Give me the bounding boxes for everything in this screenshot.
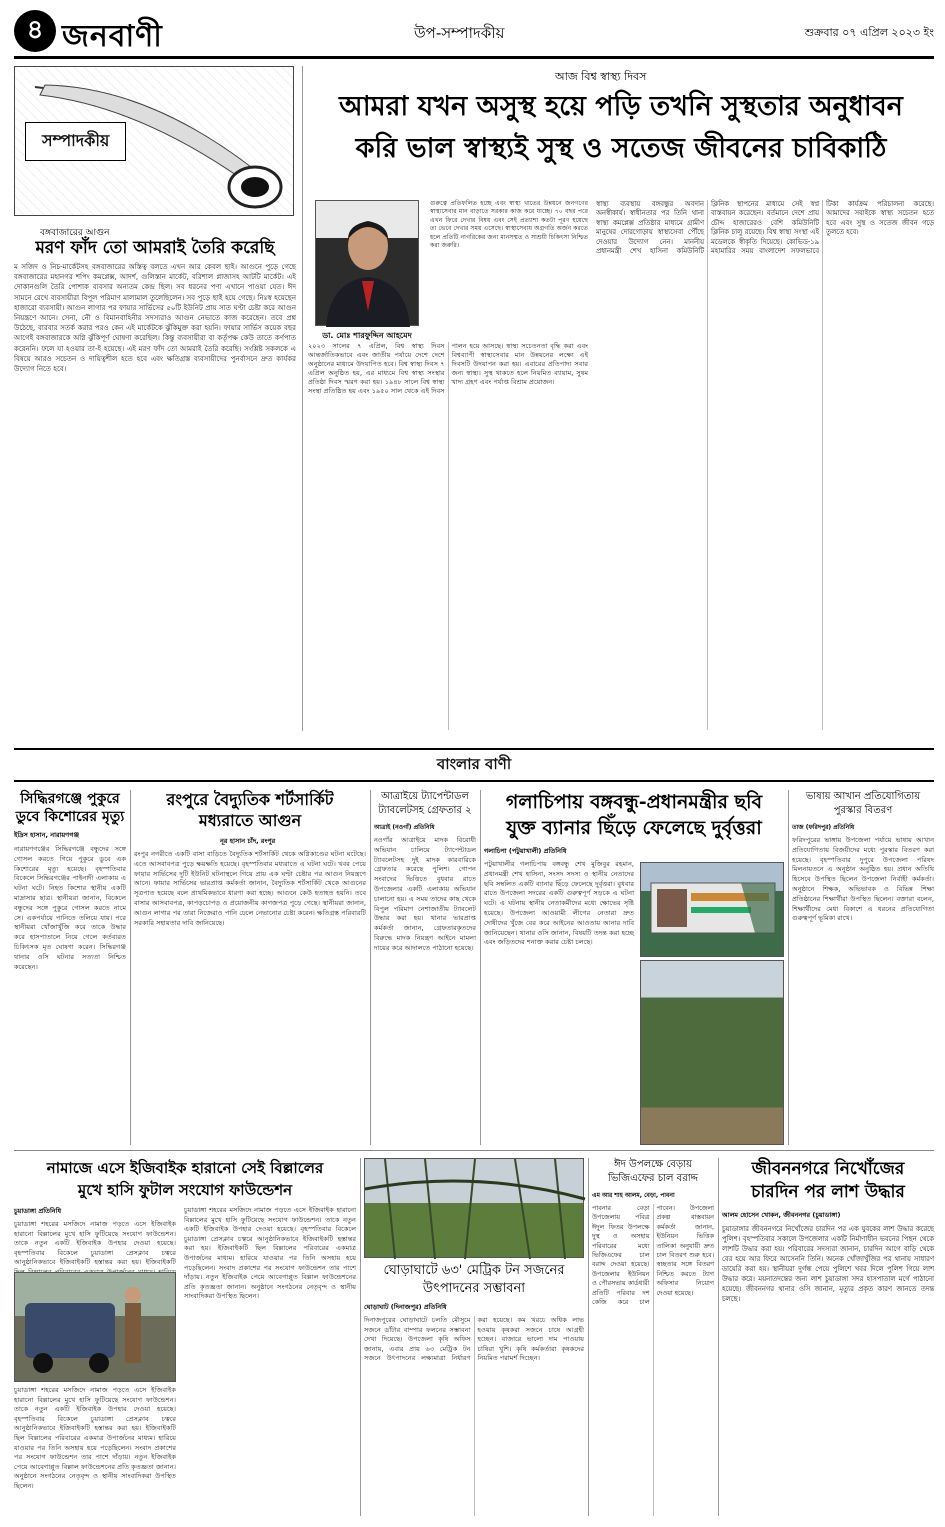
news9-body: চুয়াডাঙ্গার জীবননগরে নিখোঁজের চারদিন পর এক যুবকের লাশ উদ্ধার করেছে পুলিশ। বৃহস্পতিবার সকালে উপজেলার একটি নির্মাণাধীন ভবনের পিছন থেকে লাশটি উদ্ধার করা হয়। পরিবারের সদস্যরা জানান, চারদিন আগে বাড়ি থেকে বের হয়ে আর ফিরে আসেননি তিনি। অনেক খোঁজাখুঁজির পর থানায় সাধারণ ডায়েরি করা হয়। স্থানীয়রা দুর্গন্ধ পেয়ে পুলিশে খবর দিলে পুলিশ গিয়ে লাশ উদ্ধার করে। ময়নাতদন্তের জন্য লাশ চুয়াডাঙ্গা সদর হাসপাতাল মর্গে পাঠানো হয়েছে। জীবননগর থানার ওসি জানান, মৃত্যুর প্রকৃত কারণ জানতে তদন্ত চলছে। — [722, 1225, 934, 1303]
news2-byline: নূর হাসান চাঁদ, রংপুর — [220, 837, 276, 845]
row-rule — [14, 1150, 934, 1151]
news6-body-bottom: চুয়াডাঙ্গা শহরের মসজিদে নামাজ পড়তে এসে ইজিবাইক হারানো বিল্লালের মুখে হাসি ফুটিয়েছে সংযোগ ফাউন্ডেশন। তাকে নতুন একটি ইজিবাইক উপহার দেওয়া হয়েছে। বৃহস্পতিবার বিকেলে চুয়াডাঙ্গা প্রেসক্লাব চত্বরে আনুষ্ঠানিকভাবে ইজিবাইকটি হস্তান্তর করা হয়। ইজিবাইকটি ছিল বিল্লালের পরিবারের একমাত্র উপার্জনের মাধ্যম। হারিয়ে যাওয়ার পর তিনি অসহায় হয়ে পড়েছিলেন। সংবাদ প্রকাশের পর সংযোগ ফাউন্ডেশন তার পাশে দাঁড়ায়। নতুন ইজিবাইক পেয়ে আবেগাপ্লুত বিল্লাল ফাউন্ডেশনের প্রতি কৃতজ্ঞতা জানান। অনুষ্ঠানে সংগঠনের নেতৃবৃন্দ ও স্থানীয় সাংবাদিকরা উপস্থিত ছিলেন। — [14, 1386, 176, 1490]
news5-title-line1: ভাষায় আখান প্রতিযোগিতায় — [805, 791, 921, 802]
news8-byline: এম আর শাহ আলম, বেড়া, পাবনা — [592, 1192, 675, 1199]
news9-title-line1: জীবননগরে নিখোঁজের — [751, 1159, 905, 1179]
section-title: উপ-সম্পাদকীয় — [414, 24, 505, 42]
news6-body-right: চুয়াডাঙ্গা শহরের মসজিদে নামাজ পড়তে এসে ইজিবাইক হারানো বিল্লালের মুখে হাসি ফুটিয়েছে সংযোগ ফাউন্ডেশন। তাকে নতুন একটি ইজিবাইক উপহার দেওয়া হয়েছে। বৃহস্পতিবার বিকেলে চুয়াডাঙ্গা প্রেসক্লাব চত্বরে আনুষ্ঠানিকভাবে ইজিবাইকটি হস্তান্তর করা হয়। ইজিবাইকটি ছিল বিল্লালের পরিবারের একমাত্র উপার্জনের মাধ্যম। হারিয়ে যাওয়ার পর তিনি অসহায় হয়ে পড়েছিলেন। সংবাদ প্রকাশের পর সংযোগ ফাউন্ডেশন তার পাশে দাঁড়ায়। নতুন ইজিবাইক পেয়ে আবেগাপ্লুত বিল্লাল ফাউন্ডেশনের প্রতি কৃতজ্ঞতা জানান। অনুষ্ঠানে সংগঠনের নেতৃবৃন্দ ও স্থানীয় সাংবাদিকরা উপস্থিত ছিলেন। — [184, 1206, 356, 1301]
header-rule — [14, 56, 934, 59]
news2-title-line2: মধ্যরাতে আগুন — [198, 811, 302, 830]
editorial-illustration — [14, 66, 294, 216]
column-divider — [302, 66, 303, 731]
author-photo — [315, 200, 419, 326]
ezbike-photo-icon — [15, 1273, 177, 1383]
news1-byline: ইদ্রিস হাসান, নারায়ণগঞ্জ — [14, 831, 80, 839]
news6-byline: চুয়াডাঙ্গা প্রতিনিধি — [14, 1207, 62, 1215]
column-divider — [718, 1158, 719, 1516]
news5-byline: তাজ (ফরিদপুর) প্রতিনিধি — [792, 824, 855, 831]
feature-body-left: ২০২৩ সালের ৭ এপ্রিল, বিশ্ব স্বাস্থ্য দিবস আন্তর্জাতিকভাবে এবং জাতীয় পর্যায়ে দেশে দেশে অনুষ্ঠানের মাধ্যমে উদযাপিত হবে। বিশ্ব স্বাস্থ্য দিবস ৭ এপ্রিল অনুষ্ঠিত হয়, এর মাধ্যমে বিশ্ব স্বাস্থ্য সংস্থার প্রতিষ্ঠা দিবস স্মরণ করা হয়। ১৯৪৮ সালে বিশ্ব স্বাস্থ্য সংস্থা প্রতিষ্ঠিত হয় এবং ১৯৫০ সাল থেকে এই দিবস পালন হয়ে আসছে। স্বাস্থ্য সচেতনতা বৃদ্ধি করা এবং বিশ্বব্যাপী স্বাস্থ্যসেবার মান উন্নয়নের লক্ষ্যে এই দিবসটি উদযাপন করা হয়। এবারের প্রতিপাদ্য সবার জন্য স্বাস্থ্য। সুস্থ থাকতে হলে নিয়মিত ব্যায়াম, সুষম খাদ্য গ্রহণ এবং পর্যাপ্ত বিশ্রাম প্রয়োজন। — [308, 342, 588, 395]
banner-rule-bottom — [14, 780, 934, 782]
feature-body-top: গুরুত্বে প্রতিফলিত হচ্ছে এবং স্বাস্থ্য খাতের উন্নয়নে জনগণের স্বাস্থ্যসেবার মান বাড়াতে সরকার কাজ করে যাচ্ছে। ৭০ বছর পরে এখন ফিরে দেখার বিষয় এবং সেই প্রত্যাশা কতটা পূরণ হয়েছে তা ভেবে দেখার সময় এসেছে। স্বাস্থ্যসেবায় অগ্রগতি অর্জন করতে হলে প্রতিটি নাগরিকের জন্য মানসম্মত ও সাশ্রয়ী চিকিৎসা নিশ্চিত করা জরুরি। — [430, 200, 588, 250]
section-banner-label: বাংলার বাণী — [436, 754, 512, 773]
news4-title-line2: যুক্ত ব্যানার ছিঁড়ে ফেলেছে দুর্বৃত্তরা — [506, 817, 762, 839]
news9-byline: আলম হোসেন খোকন, জীবননগর (চুয়াডাঙ্গা) — [722, 1211, 841, 1219]
news1-title: সিদ্ধিরগঞ্জে পুকুরে ডুবে কিশোরের মৃত্যু — [15, 791, 125, 825]
news2-body: রংপুর নগরীতে একটি বাসা বাড়িতে বৈদ্যুতিক শর্টসার্কিট থেকে অগ্নিকাণ্ডের ঘটনা ঘটেছে। এতে আসবাবপত্র পুড়ে ক্ষয়ক্ষতি হয়েছে। বৃহস্পতিবার মধ্যরাতে এ ঘটনা ঘটে। খবর পেয়ে ফায়ার সার্ভিসের দুটি ইউনিট ঘটনাস্থলে গিয়ে প্রায় এক ঘণ্টা চেষ্টার পর আগুন নিয়ন্ত্রণে আনে। ফায়ার সার্ভিসের ভারপ্রাপ্ত কর্মকর্তা জানান, বৈদ্যুতিক শর্টসার্কিট থেকে আগুনের সূত্রপাত হয়েছে বলে প্রাথমিকভাবে ধারণা করা হচ্ছে। আগুনে কেউ হতাহত হয়নি। তবে বাসার আসবাবপত্র, কাপড়চোপড় ও প্রয়োজনীয় কাগজপত্র পুড়ে গেছে। স্থানীয়রা জানান, আগুন লাগার পর তারা নিজেরাও পানি ঢেলে নেভানোর চেষ্টা করেন। ক্ষতিগ্রস্ত পরিবারটি সরকারি সহায়তার দাবি জানিয়েছে। — [134, 850, 366, 927]
news4-byline: গলাচিপা (পটুয়াখালী) প্রতিনিধি — [484, 847, 567, 855]
editorial-kicker: বঙ্গবাজারের আগুন — [40, 228, 110, 238]
news5-title-line2: পুরস্কার বিতরণ — [833, 805, 893, 816]
news4-body: পটুয়াখালীর গলাচিপায় বঙ্গবন্ধু শেখ মুজিবুর রহমান, প্রধানমন্ত্রী শেখ হাসিনা, সংসদ সদস্য ও স্থানীয় নেতাদের ছবি সম্বলিত একটি ব্যানার ছিঁড়ে ফেলেছে দুর্বৃত্তরা। বুধবার রাতে উপজেলা সদরের একটি গুরুত্বপূর্ণ সড়কে এ ঘটনা ঘটে। এ ঘটনায় স্থানীয় নেতাকর্মীদের মধ্যে ক্ষোভের সৃষ্টি হয়েছে। উপজেলা আওয়ামী লীগের নেতারা দ্রুত দোষীদের খুঁজে বের করে আইনের আওতায় আনার দাবি জানিয়েছেন। থানার ওসি জানান, বিষয়টি তদন্ত করা হচ্ছে এবং জড়িতদের শনাক্ত করার চেষ্টা চলছে। — [484, 860, 634, 947]
news8-body: পাবনার বেড়া উপজেলায় পবিত্র ঈদুল ফিতর উপলক্ষে দুস্থ ও অসহায় পরিবারের মধ্যে ভিজিএফের চাল বরাদ্দ দেওয়া হয়েছে। উপজেলার ইউনিয়ন ও পৌরসভায় কার্ডধারী প্রতিটি পরিবার দশ কেজি করে চাল পাবেন। উপজেলা প্রকল্প বাস্তবায়ন কর্মকর্তা জানান, ইউনিয়ন ভিত্তিক তালিকা অনুযায়ী দ্রুত চাল বিতরণ শুরু হবে। স্বচ্ছতার সঙ্গে বিতরণ নিশ্চিত করতে ট্যাগ অফিসার নিয়োগ দেওয়া হয়েছে। — [592, 1204, 714, 1307]
masthead — [14, 10, 934, 60]
drumstick-tree-photo — [364, 1158, 584, 1258]
news9-title-line2: চারদিন পর লাশ উদ্ধার — [751, 1182, 905, 1202]
tree-banner-photo — [640, 960, 784, 1145]
editorial-title: মরণ ফাঁদ তো আমরাই তৈরি করেছি — [35, 238, 275, 258]
editorial-body: ম সজিদ ও নিচ-মার্কেটসহ বঙ্গবাজারের অস্তিত্ব বলতে এখন আর কেবল ছাই। আগুনে পুড়ে গেছে বঙ্গবাজারের মহানগর শপিং কমপ্লেক্স, আদর্শ, গুলিস্তান মার্কেট, বরিশাল প্লাজাসহ আটটি মার্কেট। এই দোকানগুলি তৈরি পোশাক ব্যবসার অন্যতম কেন্দ্র ছিল। সব ধরনের পণ্য এখানে পাওয়া যেত। ঈদ সামনে রেখে ব্যবসায়ীরা বিপুল পরিমাণ মালামাল তুলেছিলেন। সব পুড়ে ছাই হয়ে গেছে। নিঃস্ব হয়েছেন হাজারো ব্যবসায়ী। আগুন লাগার পর ফায়ার সার্ভিসের ৫০টি ইউনিট প্রায় সাত ঘণ্টা চেষ্টা করে আগুন নিয়ন্ত্রণে আনে। সেনা, নৌ ও বিমানবাহিনীর সদস্যরাও আগুন নেভাতে কাজ করেছেন। তবে প্রশ্ন উঠেছে, বারবার সতর্ক করার পরও কেন এই মার্কেটকে ঝুঁকিমুক্ত করা হয়নি। ফায়ার সার্ভিস কয়েক বছর আগেই বঙ্গবাজারকে অগ্নি ঝুঁকিপূর্ণ ঘোষণা করেছিল। কিন্তু ব্যবসায়ীরা বা কর্তৃপক্ষ কেউ তাতে কর্ণপাত করেননি। ফলে যা হওয়ার তা-ই হয়েছে। এই মরণ ফাঁদ তো আমরাই তৈরি করেছি। সংশ্লিষ্ট সকলকে এ বিষয়ে আরও সচেতন ও দায়িত্বশীল হতে হবে এবং ক্ষতিগ্রস্ত ব্যবসায়ীদের পুনর্বাসনে দ্রুত কার্যকর উদ্যোগ নিতে হবে। — [14, 263, 296, 374]
news8-title-line2: ভিজিএফের চাল বরাদ্দ — [607, 1173, 699, 1184]
banner-photo-icon — [641, 863, 785, 958]
news7-title-line2: উৎপাদনের সম্ভাবনা — [422, 1281, 526, 1296]
column-divider — [130, 790, 131, 1145]
column-divider — [370, 790, 371, 1145]
drumstick-photo-icon — [365, 1159, 585, 1259]
column-divider — [588, 1158, 589, 1516]
feature-body-right: স্বাস্থ্য ব্যবস্থায় বঙ্গবন্ধুর অবদান অনস্বীকার্য। স্বাধীনতার পর তিনি থানা স্বাস্থ্য কমপ্লেক্স প্রতিষ্ঠার মাধ্যমে গ্রামীণ মানুষের দোরগোড়ায় স্বাস্থ্যসেবা পৌঁছে দেওয়ার উদ্যোগ নেন। মাননীয় প্রধানমন্ত্রী শেখ হাসিনা কমিউনিটি ক্লিনিক স্থাপনের মাধ্যমে সেই স্বপ্ন বাস্তবায়ন করেছেন। বর্তমানে দেশে প্রায় চৌদ্দ হাজারেরও বেশি কমিউনিটি ক্লিনিক চালু রয়েছে। বিশ্ব স্বাস্থ্য সংস্থা এই মডেলকে স্বীকৃতি দিয়েছে। কোভিড-১৯ মহামারির সময় বাংলাদেশ সফলভাবে টিকা কার্যক্রম পরিচালনা করেছে। আমাদের সবাইকে স্বাস্থ্য সচেতন হতে হবে এবং সুস্থ ও সতেজ জীবন গড়ে তুলতে হবে। — [596, 200, 934, 256]
issue-date: শুক্রবার ০৭ এপ্রিল ২০২৩ ইং — [804, 26, 934, 39]
feature-title-line2: করি ভাল স্বাস্থ্যই সুস্থ ও সতেজ জীবনের চাবিকাঠি — [355, 133, 887, 164]
news2-title-line1: রংপুরে বৈদ্যুতিক শর্টসার্কিট — [166, 790, 334, 809]
page-number-badge — [14, 10, 56, 52]
torn-banner-photo — [640, 862, 784, 957]
news4-title-line1: গলাচিপায় বঙ্গবন্ধু-প্রধানমন্ত্রীর ছবি — [505, 791, 763, 813]
section-banner — [14, 752, 934, 778]
feature-kicker: আজ বিশ্ব স্বাস্থ্য দিবস — [555, 70, 647, 83]
ezbike-handover-photo — [14, 1272, 176, 1382]
news3-title-line1: আত্রাইয়ে ট্যাপেন্টাডল — [381, 791, 469, 802]
author-name: ডা. মোঃ শারফুদ্দিন আহমেদ — [322, 331, 412, 340]
news3-title-line2: ট্যাবলেটসহ গ্রেফতার ২ — [378, 805, 472, 816]
editorial-box-label: সম্পাদকীয় — [25, 122, 126, 161]
page-number: ৪ — [26, 15, 44, 45]
news6-title-line1: নামাজে এসে ইজিবাইক হারানো সেই বিল্লালের — [46, 1159, 324, 1177]
column-divider — [788, 790, 789, 1145]
news3-body: নওগাঁর আত্রাইয়ে মাদক বিরোধী অভিযান চালিয়ে ট্যাপেন্টাডল ট্যাবলেটসহ দুই মাদক কারবারিকে গ্রেফতার করেছে পুলিশ। গোপন সংবাদের ভিত্তিতে বুধবার রাতে উপজেলার একটি এলাকায় অভিযান চালানো হয়। এ সময় তাদের কাছ থেকে বিপুল পরিমাণ নেশাজাতীয় ট্যাবলেট উদ্ধার করা হয়। থানার ভারপ্রাপ্ত কর্মকর্তা জানান, গ্রেফতারকৃতদের বিরুদ্ধে মাদক নিয়ন্ত্রণ আইনে মামলা দায়ের করে আদালতে পাঠানো হয়েছে। — [374, 836, 476, 952]
news7-body: দিনাজপুরের ঘোড়াঘাটে চলতি মৌসুমে সজনে ডাঁটার বাম্পার ফলনের সম্ভাবনা দেখা দিয়েছে। উপজেলা কৃষি অফিস জানায়, এবার প্রায় ৬৩ মেট্রিক টন সজনে উৎপাদনের লক্ষ্যমাত্রা নির্ধারণ করা হয়েছে। কম খরচে অধিক লাভ হওয়ায় কৃষকরা সজনে চাষে আগ্রহী হচ্ছেন। বাজারে ভালো দাম পাওয়ায় চাষিরা খুশি। কৃষি কর্মকর্তারা কৃষকদের নিয়মিত পরামর্শ দিচ্ছেন। — [364, 1316, 584, 1363]
news1-body: নারায়ণগঞ্জের সিদ্ধিরগঞ্জে বন্ধুদের সঙ্গে গোসল করতে গিয়ে পুকুরে ডুবে এক কিশোরের মৃত্যু হয়েছে। বৃহস্পতিবার বিকেলে সিদ্ধিরগঞ্জের পাইনাদী এলাকায় এ ঘটনা ঘটে। নিহত কিশোর স্থানীয় একটি মাদ্রাসার ছাত্র। স্থানীয়রা জানান, বিকেলে বন্ধুদের সঙ্গে পুকুরে গোসল করতে নামে সে। একপর্যায়ে পানিতে তলিয়ে যায়। পরে স্থানীয়রা খোঁজাখুঁজি করে তাকে উদ্ধার করে হাসপাতালে নিয়ে গেলে কর্তব্যরত চিকিৎসক মৃত ঘোষণা করেন। সিদ্ধিরগঞ্জ থানার ওসি ঘটনার সত্যতা নিশ্চিত করেছেন। — [14, 845, 126, 971]
news8-title-line1: ঈদ উপলক্ষে বেড়ায় — [614, 1159, 692, 1170]
news7-byline: ঘোড়াঘাট (দিনাজপুর) প্রতিনিধি — [364, 1303, 447, 1311]
brand-logo: জনবাণী — [62, 19, 163, 54]
news6-title-line2: মুখে হাসি ফুটাল সংযোগ ফাউন্ডেশন — [77, 1181, 293, 1199]
author-portrait-icon — [316, 201, 420, 327]
column-divider — [360, 1158, 361, 1516]
column-divider — [480, 790, 481, 1145]
feature-title-line1: আমরা যখন অসুস্থ হয়ে পড়ি তখনি সুস্থতার অনুধাবন — [339, 91, 903, 122]
news5-body: ফরিদপুরের ভাঙ্গায় উপজেলা পর্যায়ে ভাষায় আখান প্রতিযোগিতায় বিজয়ীদের মধ্যে পুরস্কার বিতরণ করা হয়েছে। বৃহস্পতিবার দুপুরে উপজেলা পরিষদ মিলনায়তনে এ অনুষ্ঠান অনুষ্ঠিত হয়। প্রধান অতিথি হিসেবে উপস্থিত ছিলেন উপজেলা নির্বাহী কর্মকর্তা। অনুষ্ঠানে শিক্ষক, অভিভাবক ও বিভিন্ন শিক্ষা প্রতিষ্ঠানের শিক্ষার্থীরা উপস্থিত ছিলেন। বক্তারা বলেন, শিক্ষার্থীদের মেধা বিকাশে এ ধরনের প্রতিযোগিতা গুরুত্বপূর্ণ ভূমিকা রাখে। — [792, 836, 934, 923]
news3-byline: আত্রাই (নওগাঁ) প্রতিনিধি — [374, 824, 435, 831]
news6-body-left: চুয়াডাঙ্গা শহরের মসজিদে নামাজ পড়তে এসে ইজিবাইক হারানো বিল্লালের মুখে হাসি ফুটিয়েছে সংযোগ ফাউন্ডেশন। তাকে নতুন একটি ইজিবাইক উপহার দেওয়া হয়েছে। বৃহস্পতিবার বিকেলে চুয়াডাঙ্গা প্রেসক্লাব চত্বরে আনুষ্ঠানিকভাবে ইজিবাইকটি হস্তান্তর করা হয়। ইজিবাইকটি — [14, 1220, 176, 1267]
news7-title-line1: ঘোড়াঘাটে ৬৩' মেট্রিক টন সজনের — [383, 1263, 565, 1278]
banner-rule-top — [14, 748, 934, 750]
